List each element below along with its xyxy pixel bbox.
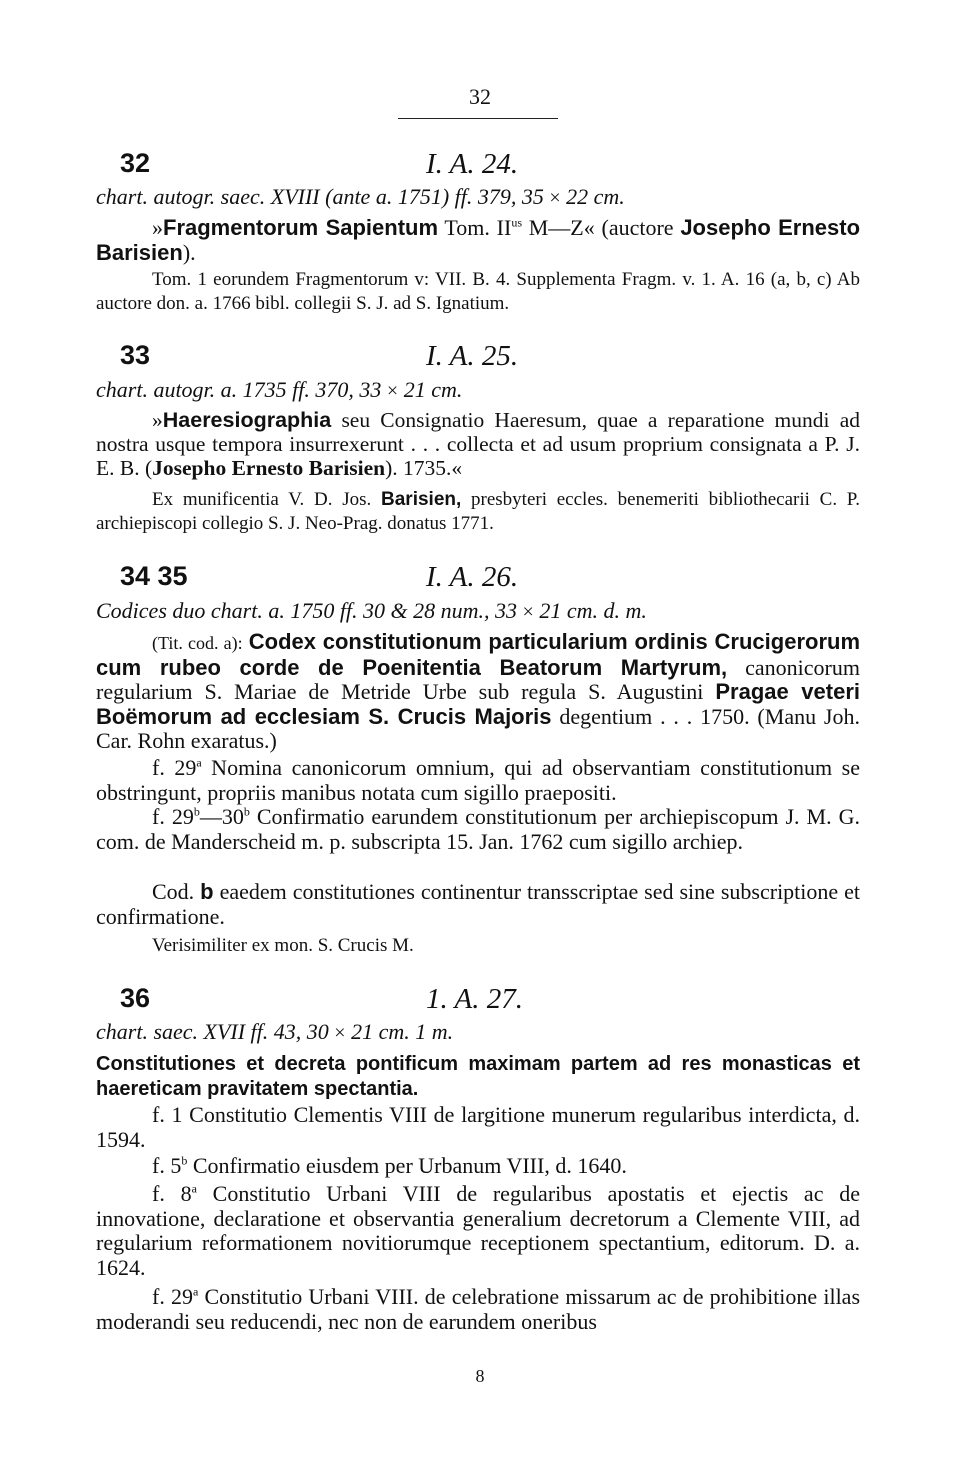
folio-item: f. 1 Constitutio Clementis VIII de largitione munerum regularibus interdicta, d. 1594. <box>96 1102 860 1152</box>
entry-heading <box>96 983 860 1019</box>
entry-signature: I. A. 24. <box>426 148 519 180</box>
entry-title: Constitutiones et decreta pontificum maximam partem ad res monasticas et haereticam pravitatem spectantia. <box>96 1053 860 1100</box>
entry-number: 33 <box>120 340 151 370</box>
entry-signature: 1. A. 27. <box>426 983 523 1015</box>
entry-title: (Tit. cod. a): Codex constitutionum particularium ordinis Crucigerorum cum rubeo corde de Poenitentia Beatorum Martyrum, canonicorum regularium S. Mariae de Metride Urbe sub regula S. Augustini Pragae veteri Boëmorum ad ecclesiam S. Crucis Majoris degentium . . . 1750. (Manu Joh. Car. Rohn exaratus.) <box>96 629 861 753</box>
entry-remark: Verisimiliter ex mon. S. Crucis M. <box>152 935 414 956</box>
entry-number: 32 <box>120 148 151 178</box>
entry-heading <box>96 340 860 376</box>
entry-description: chart. autogr. saec. XVIII (ante a. 1751) ff. 379, 35 × 22 cm. <box>96 184 625 209</box>
entry-heading <box>96 148 860 184</box>
entry-description: chart. autogr. a. 1735 ff. 370, 33 × 21 cm. <box>96 377 463 402</box>
folio-item: f. 5$^b$ Confirmatio eiusdem per Urbanum VIII, d. 1640. <box>152 1153 627 1178</box>
entry-description: chart. saec. XVII ff. 43, 30 × 21 cm. 1 m. <box>96 1019 454 1044</box>
page-number: 8 <box>475 1366 485 1386</box>
entry-note: Tom. 1 eorundem Fragmentorum v: VII. B. 4. Supplementa Fragm. v. 1. A. 16 (a, b, c) Ab auctore don. a. 1766 bibl. collegii S. J. ad S. Ignatium. <box>96 269 860 314</box>
entry-title: »Fragmentorum Sapientum Tom. $II^{us}$ M—Z« (auctore Josepho Ernesto Barisien). <box>96 215 861 265</box>
header-rule <box>398 118 558 119</box>
folio-item: f. 8$^a$ Constitutio Urbani VIII de regularibus apostatis et ejectis ac de innovatione, declaratione et observantia generalium decretorum a Clemente VIII, ad regularium reformationem novitiorumque receptionem spectantium, editorum. D. a. 1624. <box>96 1181 860 1280</box>
entry-signature: I. A. 25. <box>426 340 519 372</box>
entry-note: Ex munificentia V. D. Jos. Barisien, presbyteri eccles. benemeriti bibliothecarii C. P. archiepiscopi collegio S. J. Neo-Prag. donatus 1771. <box>96 489 861 534</box>
folio-item: f. 29$^b$—30$^b$ Confirmatio earundem constitutionum per archiepiscopum J. M. G. com. de Manderscheid m. p. subscripta 15. Jan. 1762 cum sigillo archiep. <box>96 804 860 854</box>
folio-item: f. 29$^a$ Nomina canonicorum omnium, qui ad observantiam constitutionum se obstringunt, propriis manibus notata cum sigillo praepositi. <box>96 755 861 805</box>
running-head: 32 <box>469 84 491 109</box>
entry-description: Codices duo chart. a. 1750 ff. 30 & 28 num., 33 × 21 cm. d. m. <box>96 598 647 623</box>
folio-item: f. 29$^a$ Constitutio Urbani VIII. de celebratione missarum ac de prohibitione illas moderandi seu reducendi, nec non de earundem oneribus <box>96 1284 861 1334</box>
entry-number: 36 <box>120 983 151 1013</box>
entry-title: »Haeresiographia seu Consignatio Haeresum, quae a reparatione mundi ad nostra usque tempora insurrexerunt . . . collecta et ad usum proprium consignata a P. J. E. B. (Josepho Ernesto Barisien). 1735.« <box>96 408 860 480</box>
folio-item: Cod. b eaedem constitutiones continentur transscriptae sed sine subscriptione et confirmatione. <box>96 879 861 929</box>
entry-signature: I. A. 26. <box>426 561 519 593</box>
entry-heading <box>96 561 860 597</box>
entry-number: 34 35 <box>120 561 188 591</box>
